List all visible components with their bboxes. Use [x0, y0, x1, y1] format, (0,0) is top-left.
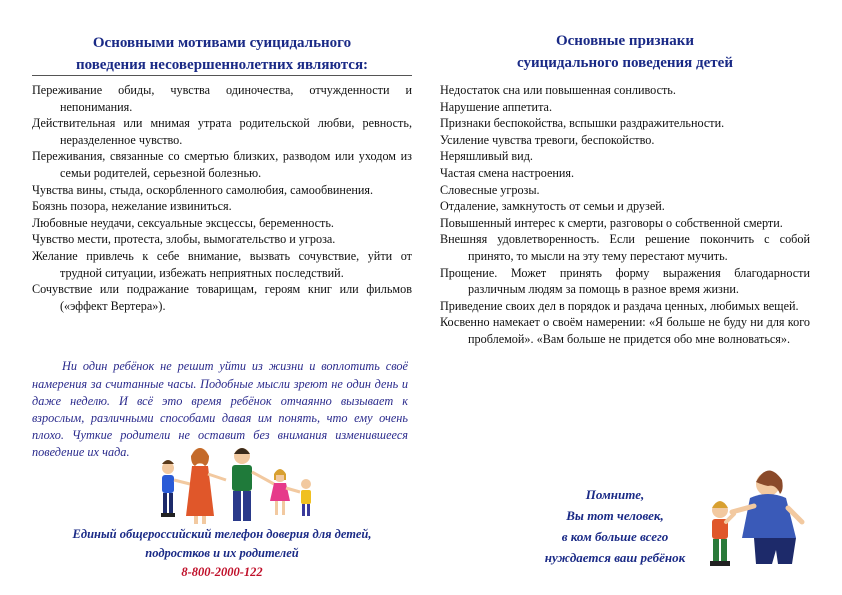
hotline-line1: Единый общероссийский телефон доверия для детей, [72, 527, 372, 541]
list-item: Чувство мести, протеста, злобы, вымогательство и угроза. [32, 232, 336, 247]
signs-list [440, 82, 810, 348]
right-heading-line1: Основные признаки [555, 33, 695, 49]
hotline-phone: 8-800-2000-122 [181, 565, 263, 579]
list-item: Чувства вины, стыда, оскорбленного самолюбия, самообвинения. [32, 182, 374, 197]
list-item: Усиление чувства тревоги, беспокойство. [440, 132, 655, 147]
list-item: Внешняя удовлетворенность. Если решение покончить с собой принято, то мысли на эту тему перестают мучить. [440, 232, 810, 263]
list-item: Недостаток сна или повышенная сонливость. [440, 83, 676, 97]
remember-block [520, 484, 710, 568]
hotline-line2: подростков и их родителей [145, 546, 299, 560]
motives-list [32, 82, 412, 314]
list-item: Сочувствие или подражание товарищам, героям книг или фильмов («эффект Вертера»). [32, 282, 412, 313]
hotline-block [32, 525, 412, 582]
list-item: Нарушение аппетита. [440, 99, 553, 114]
list-item: Любовные неудачи, сексуальные эксцессы, беременность. [32, 215, 334, 230]
right-heading-line2: суицидального поведения детей [517, 55, 733, 71]
remember-line3: в ком больше всего [561, 529, 669, 544]
list-item: Приведение своих дел в порядок и раздача ценных, любимых вещей. [440, 298, 799, 313]
list-item: Отдаление, замкнутость от семьи и друзей. [440, 199, 665, 214]
right-heading [440, 30, 810, 74]
list-item: Признаки беспокойства, вспышки раздражительности. [440, 116, 725, 131]
list-item: Частая смена настроения. [440, 165, 575, 180]
remember-line4: нуждается ваш ребёнок [544, 550, 686, 565]
list-item: Косвенно намекает о своём намерении: «Я больше не буду ни для кого проблемой». «Вам больше не придется обо мне волноваться». [440, 315, 810, 346]
list-item: Повышенный интерес к смерти, разговоры о собственной смерти. [440, 215, 783, 230]
family-illustration [150, 444, 320, 526]
quote-paragraph: Ни один ребёнок не решит уйти из жизни и воплотить своё намерения за считанные часы. Подобные мысли зреют не один день и даже неделю. И всё это время ребёнок отчаянно вызывает к взрослым, различными способами давая им понять, что ему очень плохо. Чуткие родители не оставит без внимания изменившееся поведение их чада. [32, 359, 408, 460]
left-heading-line2: поведения несовершеннолетних являются: [75, 57, 369, 73]
left-heading-line1: Основными мотивами суицидального [92, 35, 352, 51]
list-item: Переживание обиды, чувства одиночества, отчужденности и непонимания. [32, 83, 412, 114]
list-item: Прощение. Может принять форму выражения благодарности различным людям за помощь в разное время жизни. [440, 265, 810, 297]
list-item: Переживания, связанные со смертью близких, разводом или уходом из семьи родителей, серьезной болезнью. [32, 149, 412, 180]
left-heading [32, 32, 412, 76]
heading-underline [32, 75, 412, 76]
list-item: Желание привлечь к себе внимание, вызвать сочувствие, уйти от трудной ситуации, избежать неприятных последствий. [32, 248, 412, 280]
list-item: Словесные угрозы. [440, 182, 540, 197]
list-item: Боязнь позора, нежелание извиниться. [32, 199, 232, 214]
list-item: Действительная или мнимая утрата родительской любви, ревность, неразделенное чувство. [32, 116, 412, 147]
remember-line2: Вы тот человек, [566, 508, 664, 523]
parent-child-illustration [702, 462, 814, 572]
list-item: Неряшливый вид. [440, 149, 533, 164]
remember-line1: Помните, [585, 487, 645, 502]
